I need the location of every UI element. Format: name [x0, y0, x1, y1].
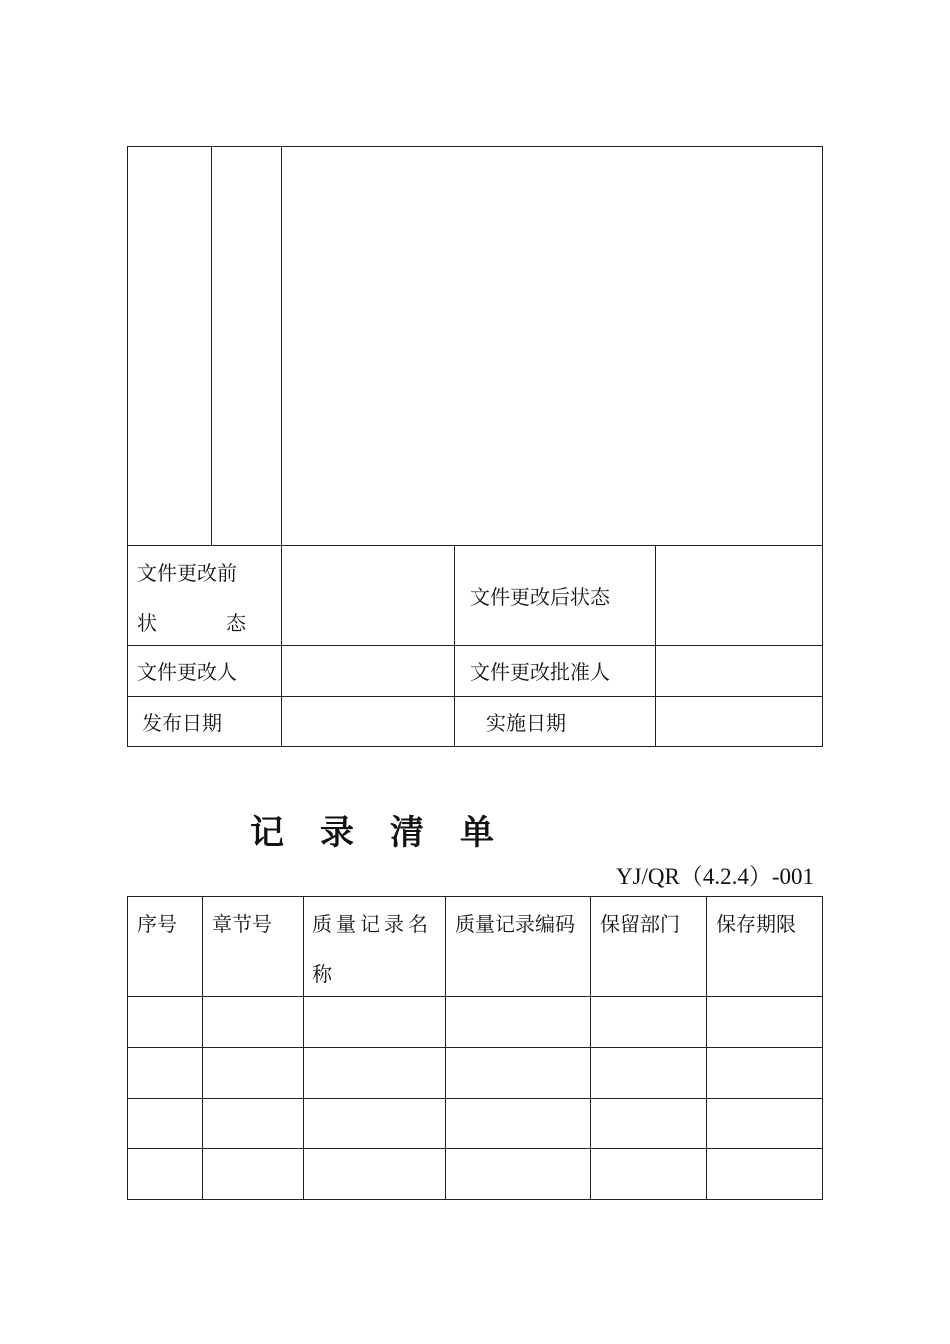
header-record-code: 质量记录编码 — [455, 912, 575, 936]
header-retention-period: 保存期限 — [716, 912, 796, 936]
after-change-status-label: 文件更改后状态 — [470, 585, 610, 609]
before-change-label: 文件更改前 — [137, 561, 237, 585]
before-status-label-a: 状 — [137, 611, 157, 635]
effective-date-label: 实施日期 — [486, 711, 566, 735]
changer-label: 文件更改人 — [137, 660, 237, 684]
approver-label: 文件更改批准人 — [470, 660, 610, 684]
record-list-title: 记录清单 — [250, 813, 530, 853]
header-record-name-cont: 称 — [312, 962, 332, 986]
header-record-name: 质量记录名 — [312, 912, 432, 936]
record-list-code: YJ/QR（4.2.4）-001 — [615, 864, 814, 889]
header-retaining-department: 保留部门 — [600, 912, 680, 936]
before-status-label-b: 态 — [226, 611, 246, 635]
issue-date-label: 发布日期 — [142, 711, 222, 735]
header-section-number: 章节号 — [212, 912, 272, 936]
header-serial-number: 序号 — [137, 912, 177, 936]
